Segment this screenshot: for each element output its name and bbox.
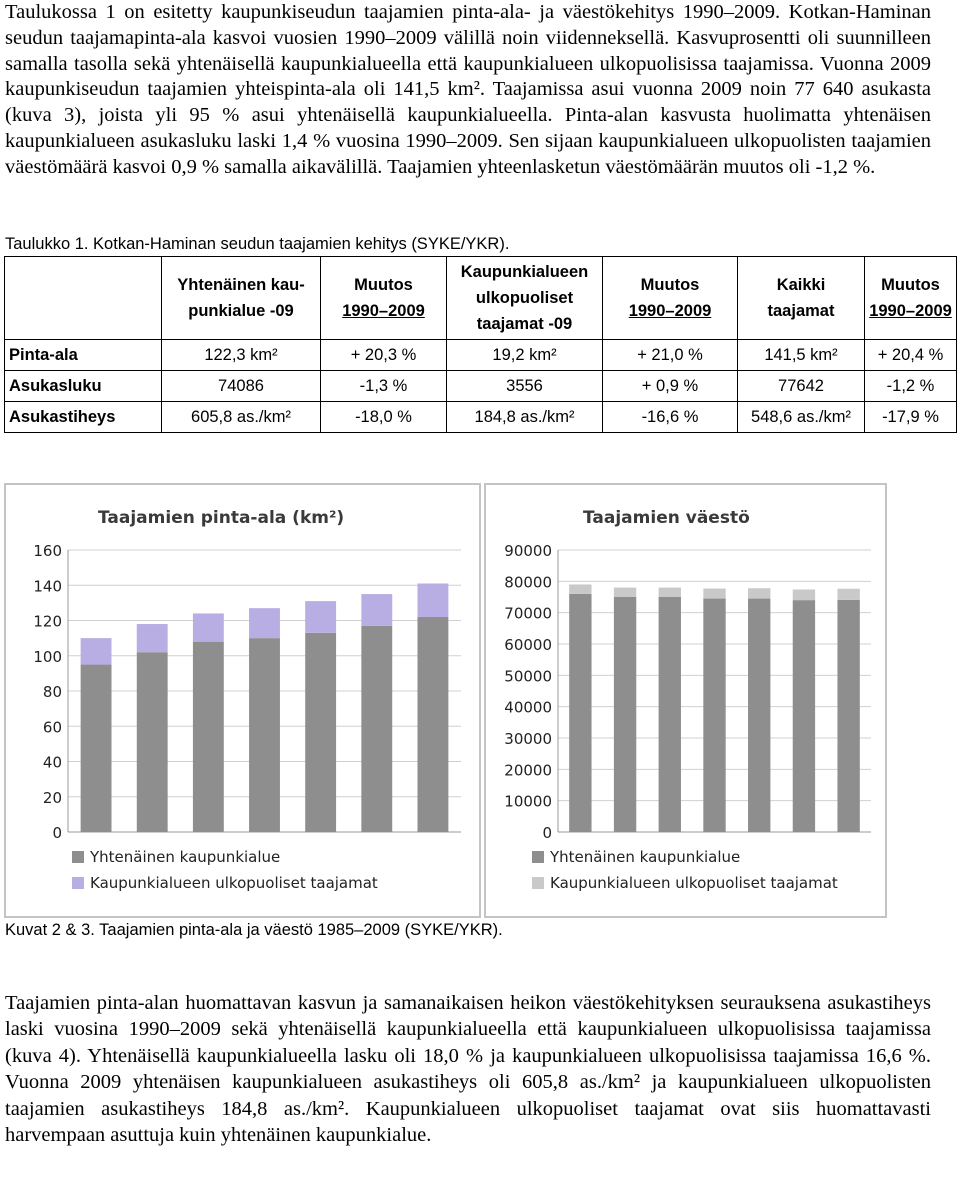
- table-cell: + 20,4 %: [865, 340, 957, 371]
- bar-segment: [361, 626, 392, 832]
- y-tick-label: 10000: [504, 792, 552, 811]
- header-line: Kaupunkialueen: [460, 263, 589, 281]
- figure-caption: Kuvat 2 & 3. Taajamien pinta-ala ja väestö 1985–2009 (SYKE/YKR).: [5, 921, 503, 939]
- row-label: Pinta-ala: [5, 340, 162, 371]
- area-chart-svg: [6, 485, 479, 916]
- y-tick-label: 60: [42, 718, 62, 737]
- table-cell: -18,0 %: [321, 402, 447, 433]
- y-tick-label: 80000: [504, 573, 552, 592]
- y-tick-label: 0: [52, 824, 62, 842]
- table-cell: -1,2 %: [865, 371, 957, 402]
- bar-segment: [81, 665, 112, 832]
- table-row: [5, 371, 957, 402]
- bar-segment: [748, 599, 770, 832]
- bar-segment: [614, 588, 636, 597]
- density-paragraph: Taajamien pinta-alan huomattavan kasvun ja samanaikaisen heikon väestökehityksen seurauksena asukastiheys laski vuosina 1990–2009 sekä yhtenäisellä kaupunkialueella että kaupunkialueen ulkopuolisissa taajamissa (kuva 4). Yhtenäisellä kaupunkialueella lasku oli 18,0 % ja kaupunkialueen ulkopuolisissa taajamissa 16,6 %. Vuonna 2009 yhtenäisen kaupunkialueen asukastiheys oli 605,8 as./km² ja kaupunkialueen ulkopuolisten taajamien asukastiheys 184,8 as./km². Kaupunkialueen ulkopuoliset taajamat ovat siis huomattavasti harvempaan asuttuja kuin yhtenäinen kaupunkialue.: [5, 992, 931, 1147]
- table-cell: -16,6 %: [603, 402, 738, 433]
- bar-segment: [193, 613, 224, 641]
- header-empty: [5, 257, 162, 340]
- y-tick-label: 40000: [504, 698, 552, 717]
- bar-segment: [703, 599, 725, 832]
- table-row: [5, 402, 957, 433]
- bar-segment: [793, 589, 815, 600]
- y-tick-label: 140: [33, 577, 62, 596]
- bar-segment: [569, 584, 591, 593]
- row-label: Asukastiheys: [5, 402, 162, 433]
- legend-label: Kaupunkialueen ulkopuoliset taajamat: [550, 874, 838, 892]
- bar-segment: [137, 652, 168, 832]
- bar-segment: [81, 638, 112, 664]
- header-cell: [865, 257, 957, 340]
- y-tick-label: 80: [42, 683, 62, 701]
- population-chart-svg: [486, 485, 885, 916]
- table-cell: 3556: [447, 371, 603, 402]
- table-cell: 19,2 km²: [447, 340, 603, 371]
- table-cell: 548,6 as./km²: [738, 402, 865, 433]
- legend-label: Yhtenäinen kaupunkialue: [90, 848, 281, 866]
- table-row: [5, 340, 957, 371]
- header-cell: [447, 257, 603, 340]
- bar-segment: [569, 594, 591, 832]
- population-chart: [484, 483, 887, 918]
- bar-segment: [659, 597, 681, 832]
- y-tick-label: 100: [33, 647, 62, 666]
- y-tick-label: 60000: [504, 636, 552, 654]
- bar-segment: [837, 589, 859, 600]
- y-tick-label: 160: [33, 542, 62, 560]
- legend-swatch: [532, 851, 544, 863]
- y-tick-label: 40: [42, 753, 62, 772]
- bar-segment: [305, 601, 336, 633]
- bar-segment: [137, 624, 168, 652]
- area-chart: [4, 483, 481, 918]
- chart-title: Taajamien väestö: [583, 508, 750, 528]
- development-table: [4, 256, 957, 433]
- table-cell: 77642: [738, 371, 865, 402]
- legend-swatch: [72, 851, 84, 863]
- bar-segment: [417, 583, 448, 616]
- y-tick-label: 30000: [504, 730, 552, 748]
- legend-label: Yhtenäinen kaupunkialue: [550, 848, 741, 866]
- bar-segment: [793, 600, 815, 832]
- header-line: Muutos: [354, 276, 413, 294]
- bar-segment: [249, 638, 280, 832]
- header-line: Yhtenäinen kau-: [177, 276, 305, 294]
- header-line: 1990–2009: [869, 302, 952, 320]
- table-caption: Taulukko 1. Kotkan-Haminan seudun taajamien kehitys (SYKE/YKR).: [5, 235, 510, 253]
- bar-segment: [249, 608, 280, 638]
- bar-segment: [361, 594, 392, 626]
- bar-segment: [703, 589, 725, 599]
- header-cell: [603, 257, 738, 340]
- bar-segment: [193, 642, 224, 832]
- header-cell: [162, 257, 321, 340]
- header-line: taajamat -09: [476, 315, 573, 333]
- legend-swatch: [532, 877, 544, 889]
- y-tick-label: 20: [42, 788, 62, 807]
- legend-swatch: [72, 877, 84, 889]
- legend-label: Kaupunkialueen ulkopuoliset taajamat: [90, 874, 378, 892]
- header-line: 1990–2009: [628, 302, 712, 320]
- row-label: Asukasluku: [5, 371, 162, 402]
- table-cell: 141,5 km²: [738, 340, 865, 371]
- table-cell: 122,3 km²: [162, 340, 321, 371]
- table-cell: 605,8 as./km²: [162, 402, 321, 433]
- header-cell: [321, 257, 447, 340]
- table-header-row: [5, 257, 957, 340]
- header-line: Muutos: [881, 276, 940, 294]
- y-tick-label: 50000: [504, 667, 552, 686]
- header-line: Muutos: [640, 276, 700, 294]
- table-cell: -17,9 %: [865, 402, 957, 433]
- header-line: Kaikki: [776, 276, 826, 294]
- bar-segment: [748, 588, 770, 598]
- header-line: 1990–2009: [342, 302, 425, 320]
- y-tick-label: 120: [33, 612, 62, 631]
- y-tick-label: 20000: [504, 761, 552, 780]
- chart-title: Taajamien pinta-ala (km²): [98, 508, 345, 528]
- table-cell: + 20,3 %: [321, 340, 447, 371]
- y-tick-label: 90000: [504, 542, 552, 560]
- header-line: punkialue -09: [188, 302, 294, 320]
- header-cell: [738, 257, 865, 340]
- table-cell: + 0,9 %: [603, 371, 738, 402]
- table-cell: -1,3 %: [321, 371, 447, 402]
- header-line: ulkopuoliset: [475, 289, 574, 307]
- table-cell: 74086: [162, 371, 321, 402]
- y-tick-label: 0: [542, 824, 552, 842]
- header-line: taajamat: [767, 302, 835, 320]
- bar-segment: [659, 588, 681, 597]
- bar-segment: [614, 597, 636, 832]
- bar-segment: [837, 600, 859, 832]
- y-tick-label: 70000: [504, 604, 552, 623]
- table-cell: + 21,0 %: [603, 340, 738, 371]
- intro-paragraph: Taulukossa 1 on esitetty kaupunkiseudun taajamien pinta-ala- ja väestökehitys 1990–2009. Kotkan-Haminan seudun taajamapinta-ala kasvoi vuosien 1990–2009 välillä noin viidenneksellä. Kasvuprosentti oli suunnilleen samalla tasolla sekä yhtenäisellä kaupunkialueella että kaupunkialueen ulkopuolisissa taajamissa. Vuonna 2009 kaupunkiseudun taajamien yhteispinta-ala oli 141,5 km². Taajamissa asui vuonna 2009 noin 77 640 asukasta (kuva 3), joista yli 95 % asui yhtenäisellä kaupunkialueella. Pinta-alan kasvusta huolimatta yhtenäisen kaupunkialueen asukasluku laski 1,4 % vuosina 1990–2009. Sen sijaan kaupunkialueen ulkopuolisten taajamien väestömäärä kasvoi 0,9 % samalla aikavälillä. Taajamien yhteenlasketun väestömäärän muutos oli -1,2 %.: [5, 1, 931, 178]
- bar-segment: [305, 633, 336, 832]
- table-cell: 184,8 as./km²: [447, 402, 603, 433]
- bar-segment: [417, 617, 448, 832]
